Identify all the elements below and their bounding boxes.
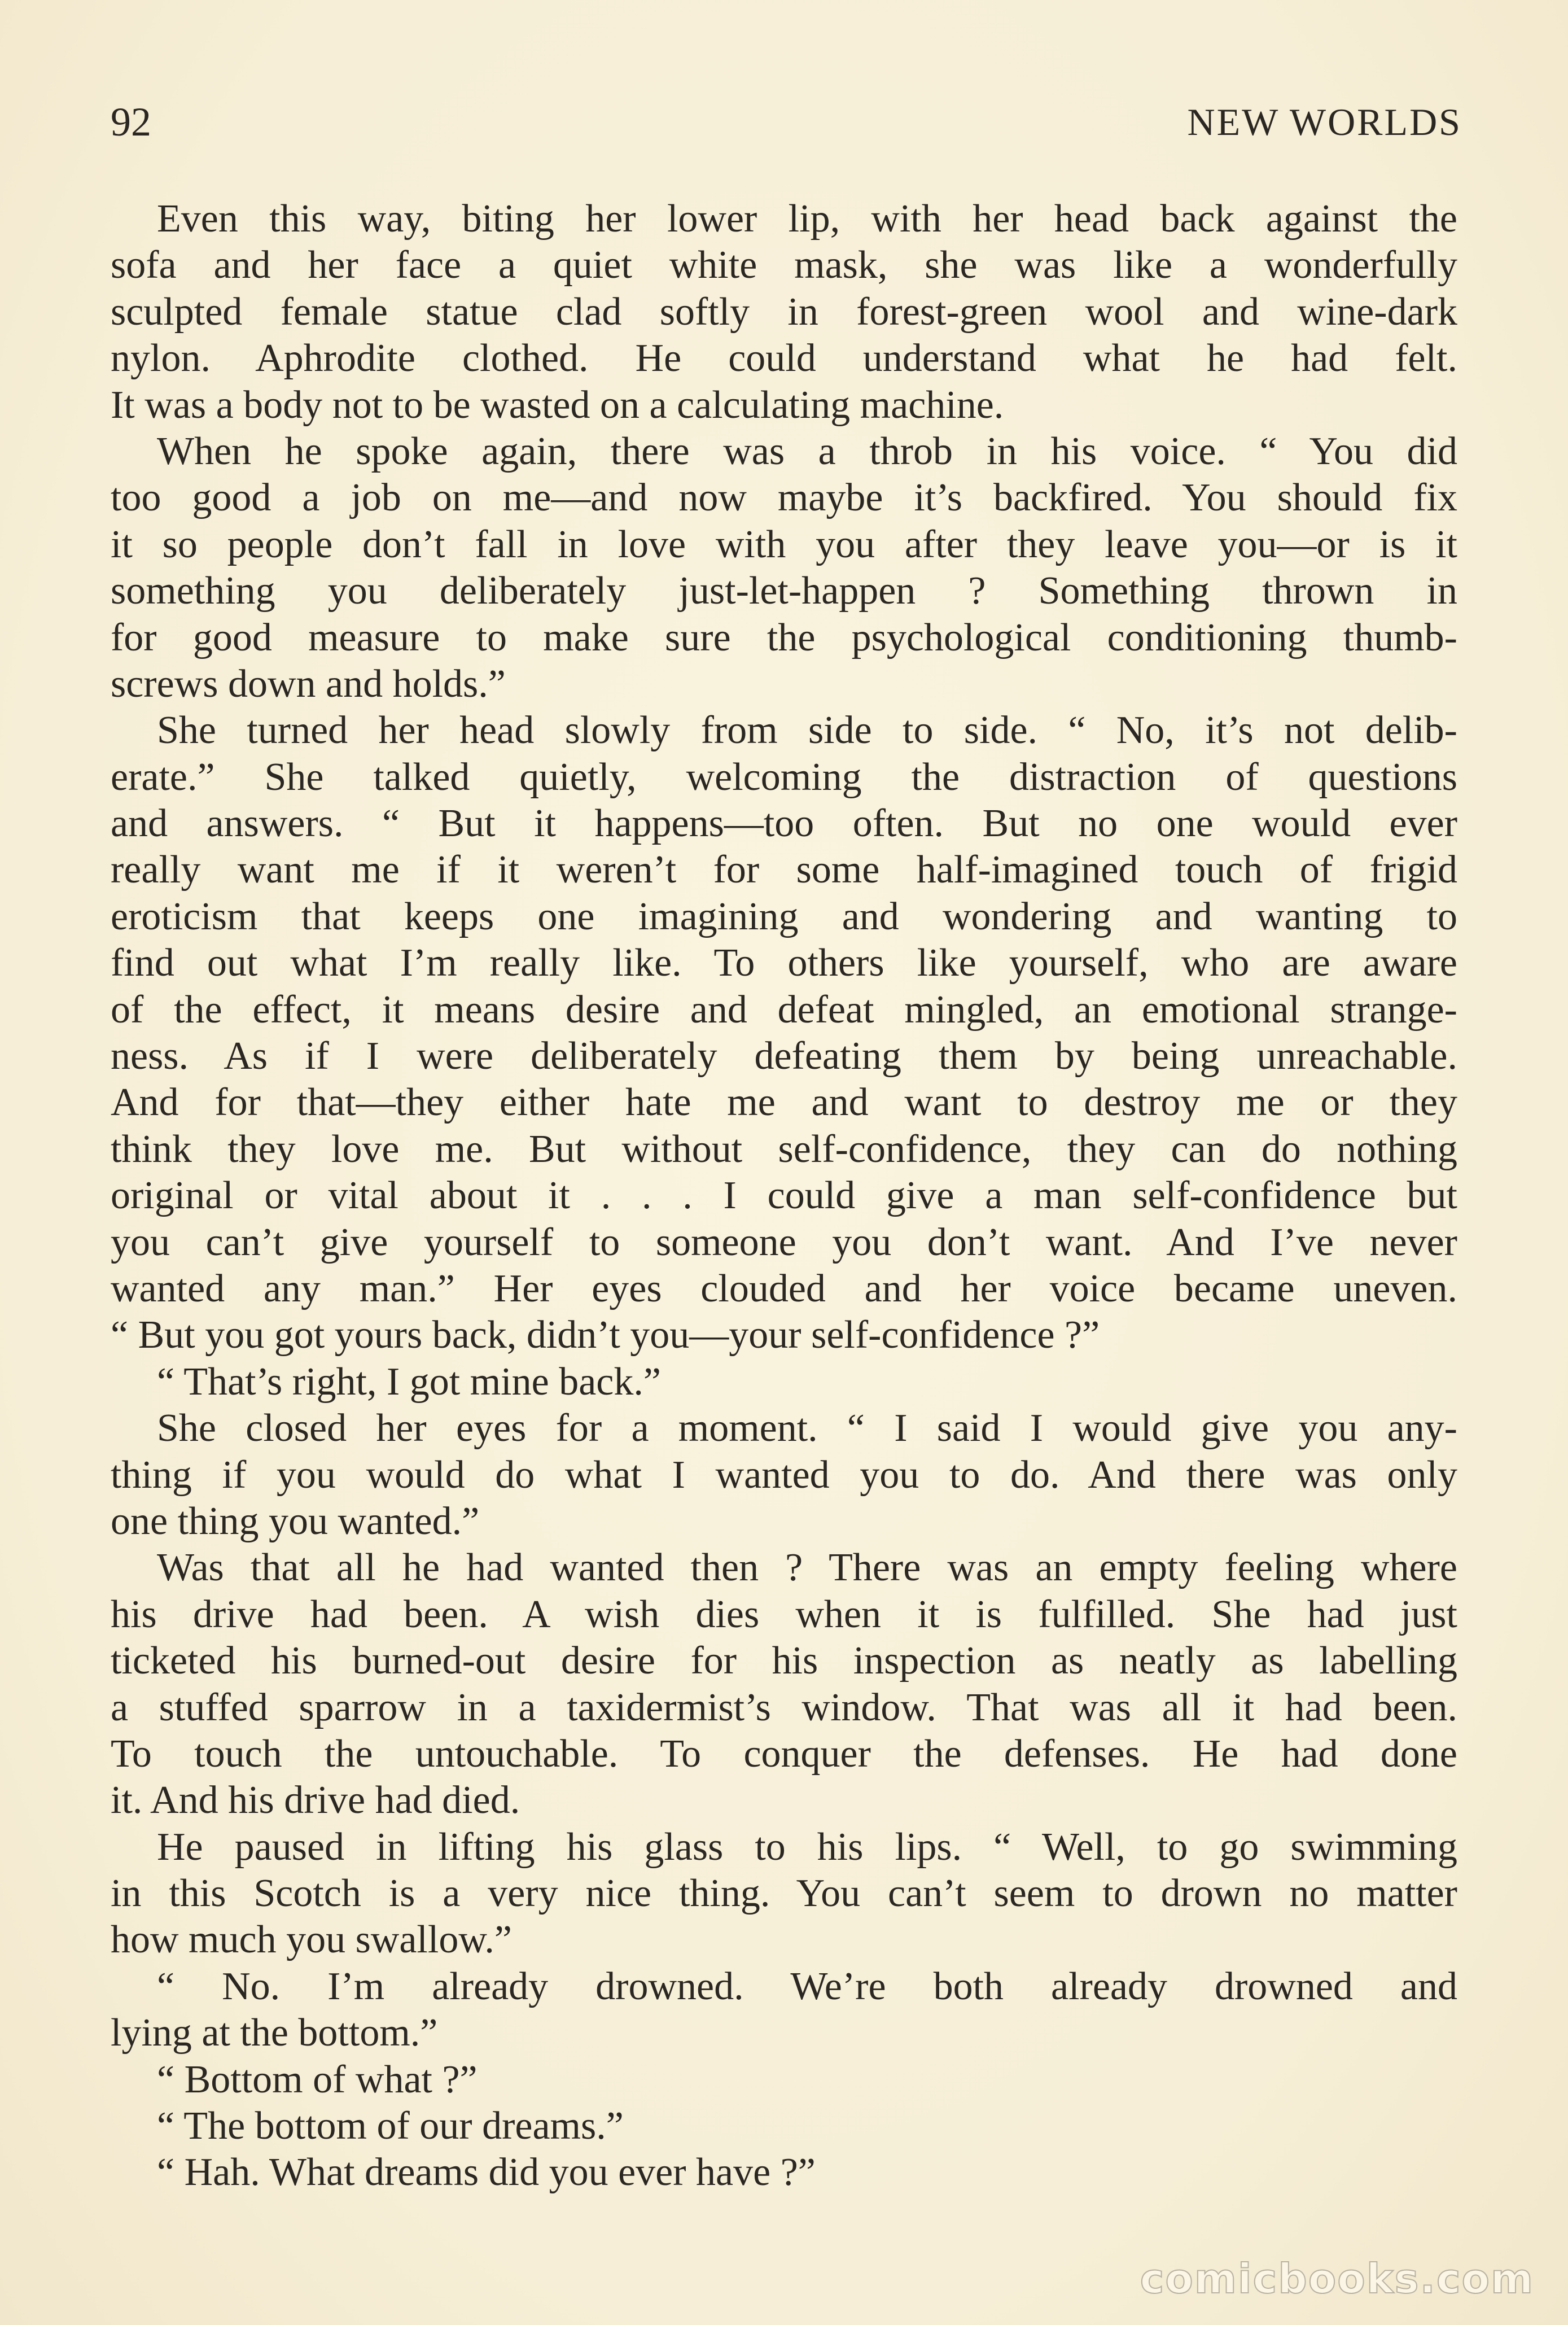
text-line: screws down and holds.”	[111, 662, 506, 706]
text-line: it. And his drive had died.	[111, 1778, 520, 1823]
body-text	[111, 196, 1457, 2196]
text-line: Was that all he had wanted then ? There was an empty feeling where	[157, 1546, 1457, 1590]
text-line: of the effect, it means desire and defeat mingled, an emotional strange-	[111, 987, 1457, 1032]
text-line: how much you swallow.”	[111, 1918, 512, 1962]
text-line: and answers. “ But it happens—too often. But no one would ever	[111, 802, 1457, 846]
text-line: eroticism that keeps one imagining and wondering and wanting to	[111, 894, 1457, 938]
text-line: thing if you would do what I wanted you to do. And there was only	[111, 1453, 1457, 1497]
text-line: for good measure to make sure the psychological conditioning thumb-	[111, 615, 1457, 659]
text-line: sofa and her face a quiet white mask, she was like a wonderfully	[111, 243, 1457, 287]
text-line: To touch the untouchable. To conquer the defenses. He had done	[111, 1732, 1457, 1776]
text-line: one thing you wanted.”	[111, 1499, 480, 1543]
text-line: it so people don’t fall in love with you after they leave you—or is it	[111, 522, 1457, 566]
text-line: wanted any man.” Her eyes clouded and her voice became uneven.	[111, 1266, 1457, 1310]
text-line: erate.” She talked quietly, welcoming the distraction of questions	[111, 755, 1457, 799]
text-line: “ But you got yours back, didn’t you—your self-confidence ?”	[111, 1313, 1100, 1357]
text-line: ticketed his burned-out desire for his inspection as neatly as labelling	[111, 1639, 1457, 1683]
text-line: Even this way, biting her lower lip, with her head back against the	[157, 197, 1457, 241]
text-line: lying at the bottom.”	[111, 2011, 438, 2055]
running-head: NEW WORLDS	[1187, 100, 1462, 143]
text-line: She turned her head slowly from side to side. “ No, it’s not delib-	[157, 709, 1457, 753]
text-line: in this Scotch is a very nice thing. You can’t seem to drown no matter	[111, 1872, 1457, 1916]
text-line: find out what I’m really like. To others like yourself, who are aware	[111, 941, 1457, 985]
text-line: something you deliberately just-let-happen ? Something thrown in	[111, 569, 1457, 613]
text-line: “ No. I’m already drowned. We’re both already drowned and	[157, 1964, 1457, 2008]
text-line: think they love me. But without self-confidence, they can do nothing	[111, 1127, 1457, 1171]
watermark: comicbooks.com	[1140, 2255, 1534, 2302]
text-line: When he spoke again, there was a throb in his voice. “ You did	[157, 429, 1457, 473]
text-line: really want me if it weren’t for some half-imagined touch of frigid	[111, 848, 1457, 892]
text-line: a stuffed sparrow in a taxidermist’s window. That was all it had been.	[111, 1685, 1457, 1729]
text-line: you can’t give yourself to someone you don’t want. And I’ve never	[111, 1220, 1457, 1264]
text-line: original or vital about it . . . I could give a man self-confidence but	[111, 1174, 1457, 1218]
text-line: “ Bottom of what ?”	[157, 2057, 478, 2101]
text-line: He paused in lifting his glass to his lips. “ Well, to go swimming	[157, 1825, 1457, 1869]
text-line: “ Hah. What dreams did you ever have ?”	[157, 2151, 816, 2195]
text-line: She closed her eyes for a moment. “ I said I would give you any-	[157, 1406, 1457, 1450]
text-line: And for that—they either hate me and want to destroy me or they	[111, 1081, 1457, 1125]
text-line: “ The bottom of our dreams.”	[157, 2104, 624, 2148]
page-number: 92	[111, 99, 151, 145]
text-line: It was a body not to be wasted on a calculating machine.	[111, 383, 1004, 427]
text-line: sculpted female statue clad softly in forest-green wool and wine-dark	[111, 290, 1457, 334]
text-line: too good a job on me—and now maybe it’s backfired. You should fix	[111, 476, 1457, 520]
text-line: “ That’s right, I got mine back.”	[157, 1360, 661, 1404]
page-header	[111, 99, 1462, 145]
text-line: nylon. Aphrodite clothed. He could understand what he had felt.	[111, 336, 1457, 381]
text-line: ness. As if I were deliberately defeating them by being unreachable.	[111, 1034, 1457, 1078]
text-line: his drive had been. A wish dies when it is fulfilled. She had just	[111, 1592, 1457, 1636]
